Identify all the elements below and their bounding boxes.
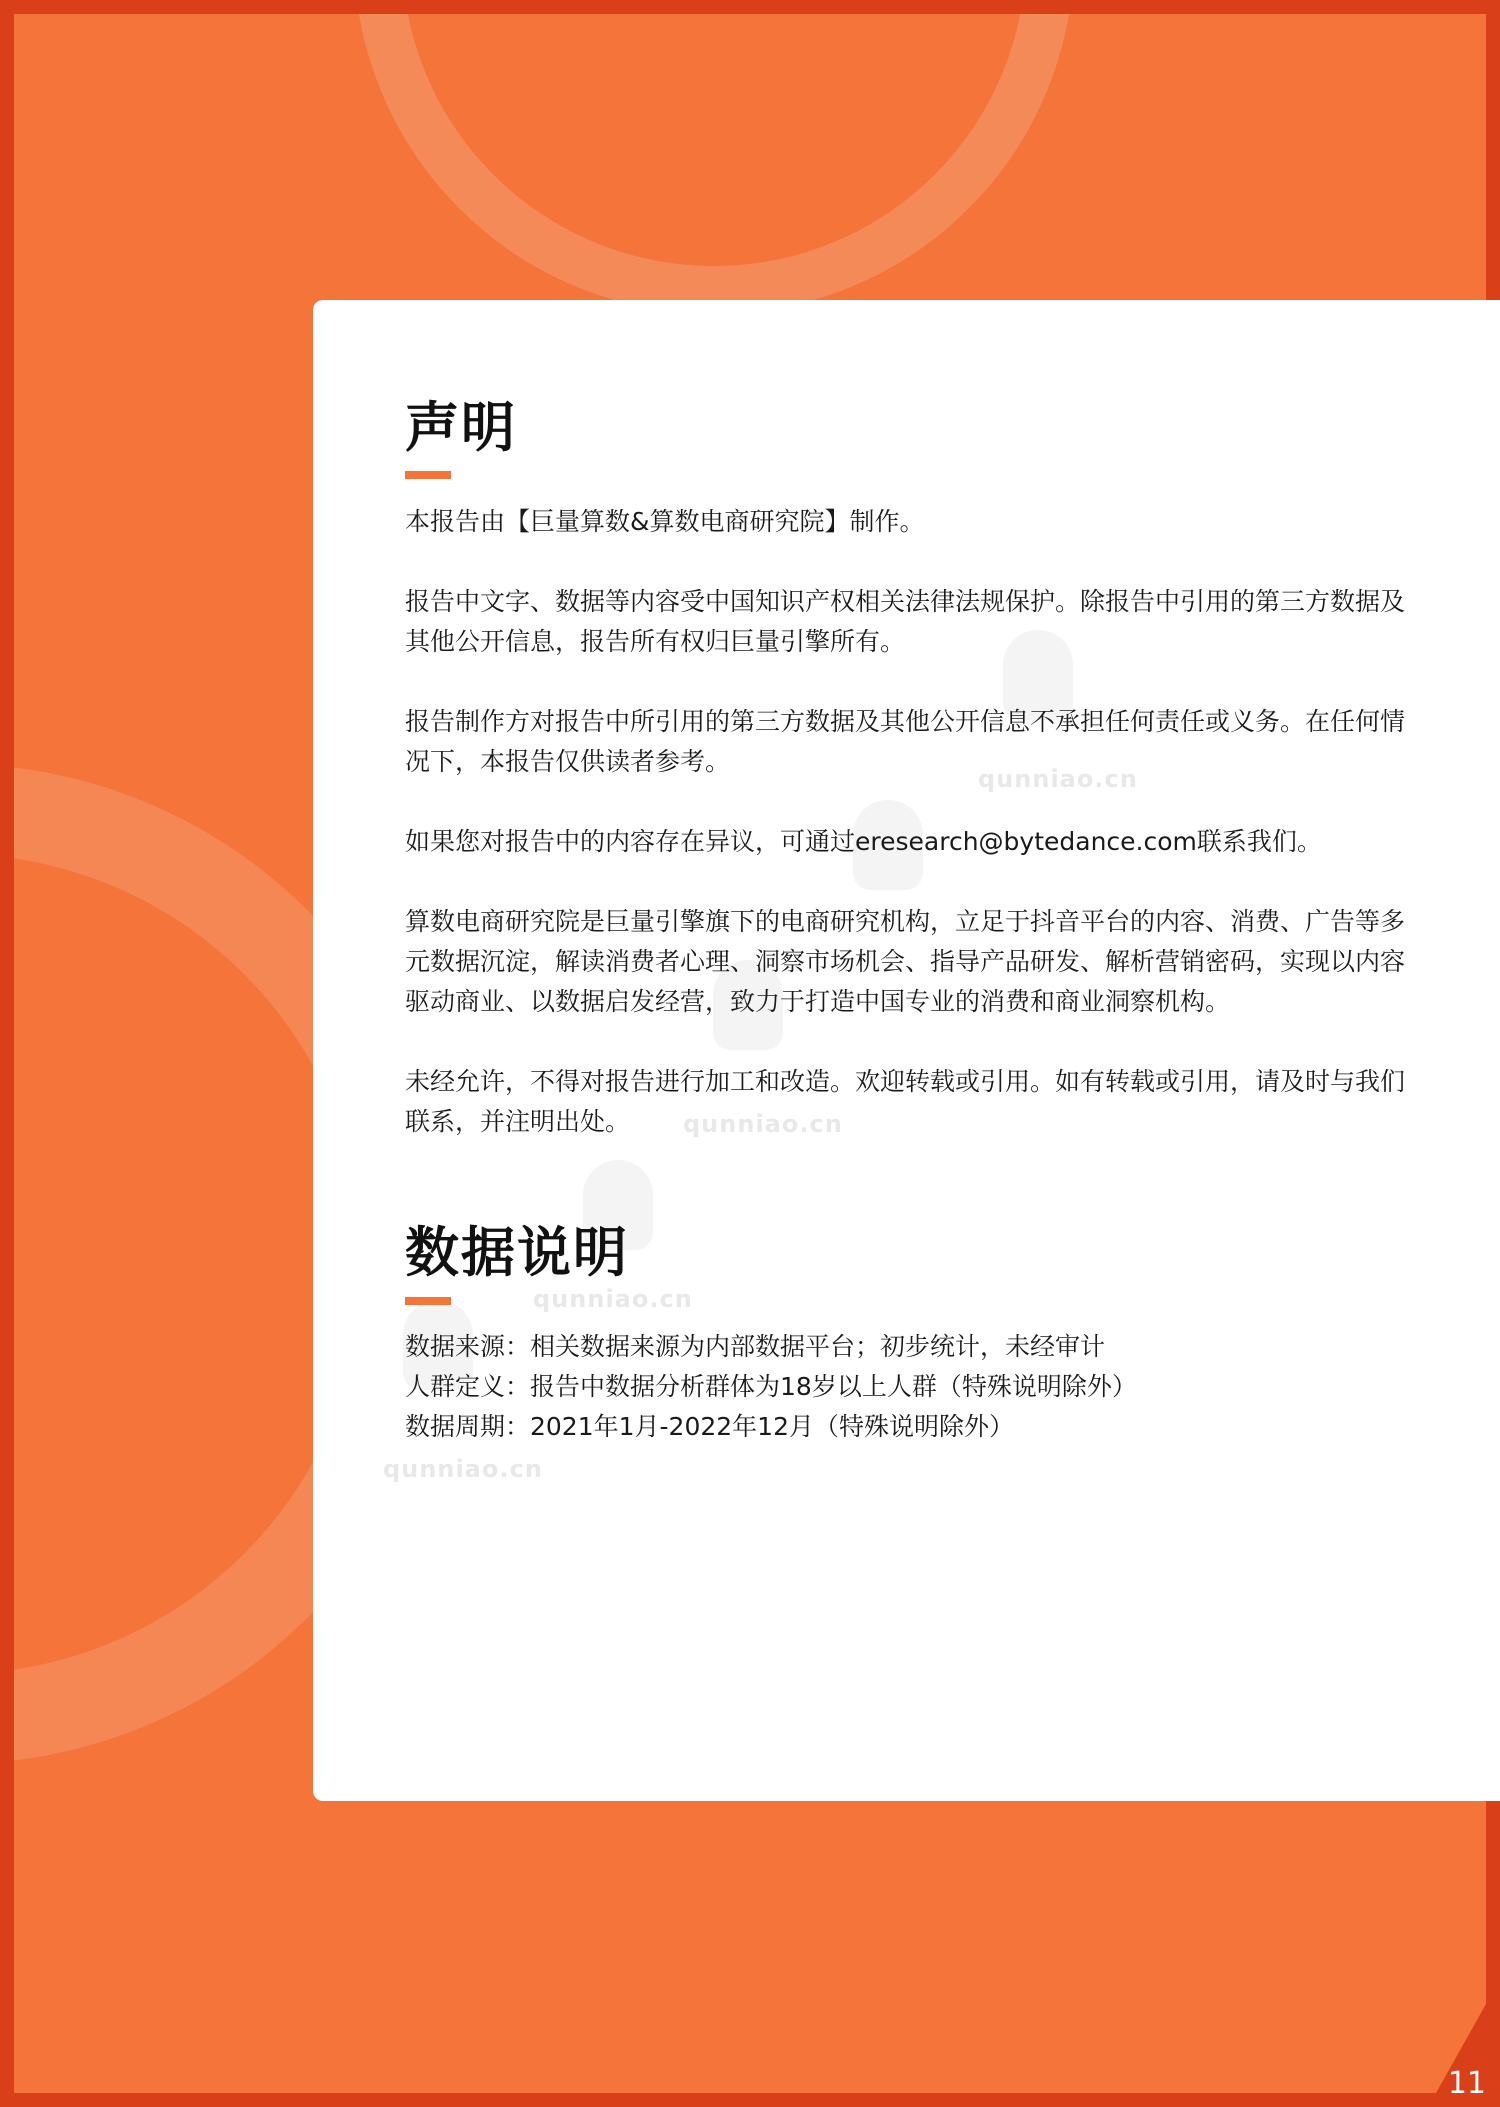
- disclaimer-paragraph: 本报告由【巨量算数&算数电商研究院】制作。: [405, 507, 925, 536]
- watermark-text: qunniao.cn: [978, 765, 1138, 793]
- data-period-line: 数据周期：2021年1月-2022年12月（特殊说明除外）: [405, 1412, 1014, 1441]
- disclaimer-paragraph: 未经允许，不得对报告进行加工和改造。欢迎转载或引用。如有转载或引用，请及时与我们联系，并注明出处。: [405, 1067, 1406, 1136]
- disclaimer-title-underline: [405, 471, 451, 479]
- decorative-arc-top: [354, 14, 1074, 314]
- data-source-line: 数据来源：相关数据来源为内部数据平台；初步统计，未经审计: [405, 1332, 1106, 1361]
- disclaimer-title: 声明: [405, 396, 517, 459]
- page-number: 11: [1447, 2066, 1486, 2101]
- watermark-text: qunniao.cn: [533, 1285, 693, 1313]
- disclaimer-paragraph: 报告制作方对报告中所引用的第三方数据及其他公开信息不承担任何责任或义务。在任何情况下，本报告仅供读者参考。: [405, 707, 1406, 776]
- audience-definition-line: 人群定义：报告中数据分析群体为18岁以上人群（特殊说明除外）: [405, 1372, 1137, 1401]
- disclaimer-paragraph: 算数电商研究院是巨量引擎旗下的电商研究机构，立足于抖音平台的内容、消费、广告等多元数据沉淀，解读消费者心理、洞察市场机会、指导产品研发、解析营销密码，实现以内容驱动商业、以数据启发经营，致力于打造中国专业的消费和商业洞察机构。: [405, 907, 1406, 1016]
- watermark-text: qunniao.cn: [383, 1455, 543, 1483]
- disclaimer-paragraph: 报告中文字、数据等内容受中国知识产权相关法律法规保护。除报告中引用的第三方数据及其他公开信息，报告所有权归巨量引擎所有。: [405, 587, 1406, 656]
- data-note-title-underline: [405, 1297, 451, 1305]
- disclaimer-contact-paragraph: 如果您对报告中的内容存在异议，可通过eresearch@bytedance.com联系我们。: [405, 827, 1322, 856]
- data-note-title: 数据说明: [405, 1221, 629, 1284]
- watermark-text: qunniao.cn: [683, 1110, 843, 1138]
